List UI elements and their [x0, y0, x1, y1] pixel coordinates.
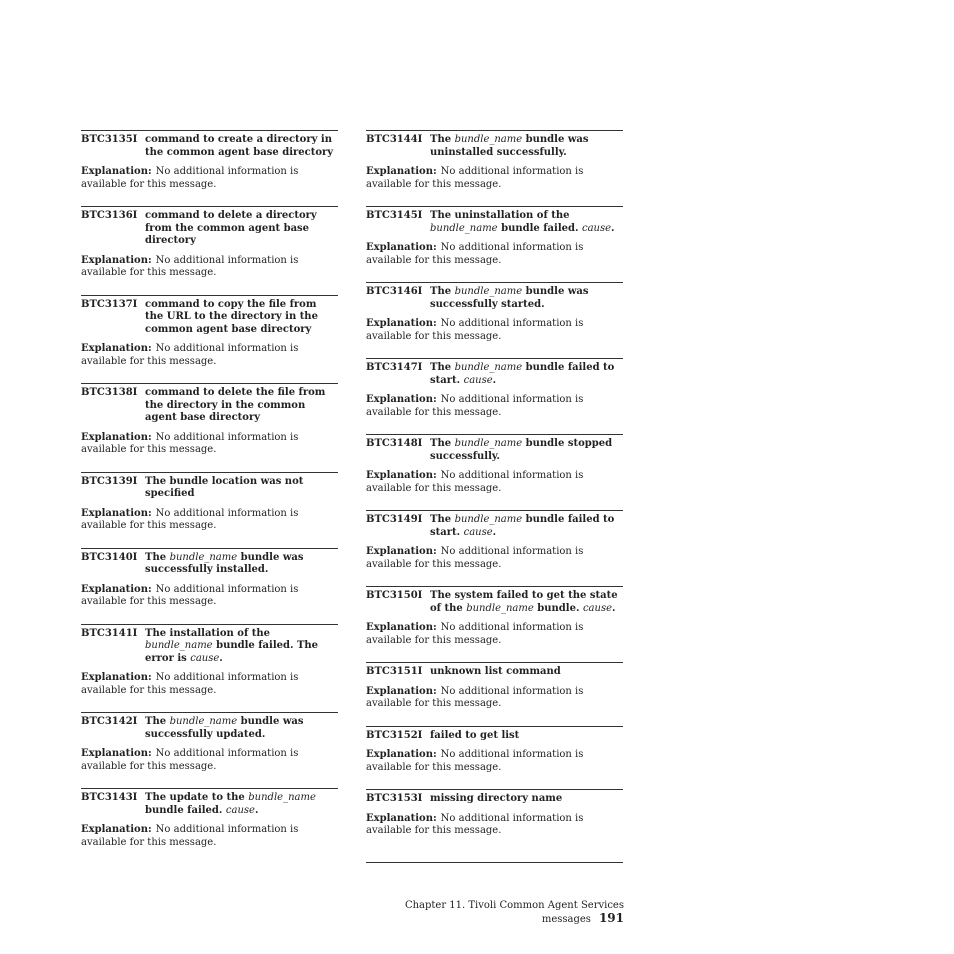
message-text: command to copy the file from the URL to the directory in the common agent base directory: [145, 298, 318, 335]
explanation-label: Explanation:: [81, 507, 152, 519]
message-explanation: [366, 394, 623, 419]
message-variable: bundle_name: [454, 286, 523, 297]
message-text: .: [612, 602, 616, 614]
message-explanation: [366, 686, 623, 711]
column-end-rule: [366, 862, 623, 863]
message-text: unknown list command: [430, 666, 561, 677]
explanation-text: No additional information is available for this message.: [366, 318, 584, 342]
explanation-text: No additional information is available for this message.: [81, 748, 299, 772]
message-text: .: [492, 374, 497, 386]
message-text: The installation of the: [145, 627, 270, 639]
message-header: [366, 730, 623, 743]
message-text: The: [430, 134, 455, 145]
explanation-label: Explanation:: [366, 166, 437, 177]
message-text: The: [145, 551, 170, 563]
message-header: [366, 362, 623, 387]
message-explanation: [81, 824, 338, 849]
message-text: bundle.: [533, 602, 583, 614]
message-entry: [81, 548, 338, 609]
message-text: .: [219, 652, 223, 664]
message-header: [366, 514, 623, 539]
message-title: [145, 716, 338, 741]
message-variable: cause: [190, 652, 220, 664]
message-entry: [81, 130, 338, 191]
page-footer: [376, 900, 624, 925]
message-id: BTC3151I: [366, 666, 423, 677]
message-variable: bundle_name: [454, 514, 523, 525]
message-entry: [81, 472, 338, 533]
message-explanation: [81, 166, 338, 191]
message-text: The: [145, 716, 170, 727]
explanation-text: No additional information is available for this message.: [81, 507, 299, 531]
message-text: bundle stopped successfully.: [430, 438, 613, 462]
message-text: .: [492, 526, 497, 538]
message-text: bundle was uninstalled successfully.: [430, 134, 589, 158]
explanation-label: Explanation:: [366, 546, 437, 557]
message-text: command to delete the file from the directory in the common agent base directory: [145, 387, 326, 423]
message-text: bundle was successfully updated.: [145, 716, 304, 740]
message-title: [145, 387, 338, 425]
message-explanation: [81, 672, 338, 697]
message-header: [81, 387, 338, 425]
message-variable: bundle_name: [454, 362, 523, 373]
message-text: bundle was successfully started.: [430, 286, 589, 310]
message-text: bundle failed to start.: [430, 362, 615, 386]
message-explanation: [366, 546, 623, 571]
message-header: [366, 438, 623, 463]
message-text: The uninstallation of the: [430, 210, 570, 221]
message-header: [366, 210, 623, 235]
message-text: The system failed to get the state of the: [430, 590, 618, 614]
message-id: BTC3153I: [366, 793, 423, 804]
message-text: .: [611, 222, 615, 234]
message-title: [145, 552, 338, 577]
message-explanation: [366, 813, 623, 838]
message-id: BTC3144I: [366, 134, 423, 145]
message-header: [81, 134, 338, 159]
explanation-text: No additional information is available for this message.: [366, 685, 584, 709]
message-entry: [81, 206, 338, 280]
message-entry: [366, 726, 623, 775]
message-title: [430, 134, 623, 159]
message-variable: cause: [581, 222, 612, 234]
message-variable: bundle_name: [466, 602, 534, 614]
message-entry: [366, 789, 623, 838]
message-id: BTC3140I: [81, 551, 138, 563]
message-entry: [81, 712, 338, 773]
message-explanation: [81, 508, 338, 533]
message-text: bundle failed.: [145, 804, 226, 816]
message-entry: [366, 586, 623, 647]
message-header: [366, 590, 623, 615]
explanation-label: Explanation:: [81, 824, 152, 835]
explanation-label: Explanation:: [81, 254, 152, 266]
message-variable: bundle_name: [248, 792, 316, 803]
explanation-text: No additional information is available for this message.: [366, 242, 584, 266]
message-entry: [81, 295, 338, 369]
message-variable: bundle_name: [145, 640, 213, 651]
message-title: [145, 792, 338, 817]
message-title: [145, 628, 338, 666]
explanation-text: No additional information is available for this message.: [81, 343, 299, 367]
message-entry: [81, 788, 338, 849]
explanation-label: Explanation:: [81, 343, 152, 354]
message-header: [81, 792, 338, 817]
message-variable: bundle_name: [454, 134, 523, 145]
message-explanation: [81, 343, 338, 368]
explanation-label: Explanation:: [366, 242, 437, 253]
message-id: BTC3147I: [366, 362, 423, 373]
message-entry: [81, 624, 338, 698]
message-entry: [366, 510, 623, 571]
message-explanation: [366, 318, 623, 343]
message-id: BTC3136I: [81, 210, 138, 221]
message-variable: bundle_name: [169, 716, 238, 727]
message-title: [430, 438, 623, 463]
explanation-label: Explanation:: [81, 583, 152, 595]
message-explanation: [366, 470, 623, 495]
explanation-label: Explanation:: [81, 672, 152, 683]
message-text: bundle failed. The error is: [145, 640, 319, 664]
message-title: [145, 299, 338, 337]
message-id: BTC3138I: [81, 387, 138, 398]
message-title: [145, 134, 338, 159]
message-header: [81, 552, 338, 577]
explanation-label: Explanation:: [81, 166, 152, 177]
message-id: BTC3152I: [366, 729, 423, 741]
message-title: [430, 666, 623, 679]
explanation-text: No additional information is available for this message.: [81, 254, 299, 278]
message-title: [145, 476, 338, 501]
message-header: [81, 210, 338, 248]
message-entry: [81, 383, 338, 457]
message-variable: cause: [463, 374, 493, 386]
message-title: [430, 514, 623, 539]
message-id: BTC3145I: [366, 210, 423, 221]
explanation-label: Explanation:: [366, 318, 437, 329]
message-header: [81, 628, 338, 666]
explanation-text: No additional information is available for this message.: [366, 546, 584, 570]
message-variable: cause: [225, 804, 255, 816]
message-id: BTC3141I: [81, 627, 138, 639]
explanation-text: No additional information is available for this message.: [366, 394, 584, 418]
message-id: BTC3142I: [81, 716, 138, 727]
message-id: BTC3137I: [81, 298, 138, 310]
explanation-text: No additional information is available for this message.: [81, 166, 299, 190]
explanation-label: Explanation:: [366, 812, 437, 824]
message-explanation: [366, 166, 623, 191]
right-column: [366, 130, 623, 853]
explanation-text: No additional information is available for this message.: [81, 583, 299, 607]
message-id: BTC3150I: [366, 590, 423, 601]
explanation-label: Explanation:: [366, 470, 437, 481]
message-id: BTC3146I: [366, 286, 423, 297]
message-header: [366, 286, 623, 311]
message-entry: [366, 662, 623, 711]
message-explanation: [81, 748, 338, 773]
explanation-text: No additional information is available for this message.: [366, 622, 584, 646]
message-entry: [366, 282, 623, 343]
explanation-text: No additional information is available for this message.: [81, 431, 299, 455]
message-header: [366, 793, 623, 806]
message-explanation: [366, 749, 623, 774]
message-title: [430, 793, 623, 806]
explanation-label: Explanation:: [366, 394, 437, 405]
explanation-text: No additional information is available for this message.: [81, 824, 299, 848]
explanation-text: No additional information is available for this message.: [366, 166, 584, 190]
explanation-text: No additional information is available for this message.: [366, 470, 584, 494]
message-header: [81, 716, 338, 741]
message-explanation: [81, 255, 338, 280]
message-variable: bundle_name: [454, 438, 523, 449]
explanation-label: Explanation:: [81, 431, 152, 443]
message-title: [430, 362, 623, 387]
message-text: The: [430, 514, 455, 525]
explanation-label: Explanation:: [366, 622, 437, 633]
message-header: [81, 476, 338, 501]
explanation-label: Explanation:: [366, 749, 437, 760]
message-entry: [366, 130, 623, 191]
message-variable: cause: [463, 526, 493, 538]
message-variable: cause: [582, 602, 612, 614]
message-text: The: [430, 362, 455, 373]
message-text: The: [430, 286, 455, 297]
explanation-label: Explanation:: [366, 685, 437, 697]
message-header: [366, 666, 623, 679]
message-explanation: [366, 622, 623, 647]
explanation-text: No additional information is available for this message.: [366, 812, 584, 836]
message-title: [430, 210, 623, 235]
message-text: bundle was successfully installed.: [145, 551, 304, 575]
message-id: BTC3148I: [366, 438, 423, 449]
message-title: [430, 590, 623, 615]
message-text: missing directory name: [430, 793, 563, 804]
message-explanation: [81, 432, 338, 457]
message-title: [145, 210, 338, 248]
message-variable: bundle_name: [430, 222, 498, 234]
message-variable: bundle_name: [169, 551, 238, 563]
message-text: The: [430, 438, 455, 449]
message-entry: [366, 358, 623, 419]
message-id: BTC3135I: [81, 134, 138, 145]
message-text: command to delete a directory from the common agent base directory: [145, 210, 317, 246]
message-text: The update to the: [145, 792, 249, 803]
message-entry: [366, 434, 623, 495]
footer-chapter: Chapter 11. Tivoli Common Agent Services messages: [404, 900, 624, 925]
message-header: [366, 134, 623, 159]
message-id: BTC3149I: [366, 514, 423, 525]
left-column: [81, 130, 338, 864]
message-title: [430, 286, 623, 311]
message-entry: [366, 206, 623, 267]
message-text: bundle failed.: [497, 222, 582, 234]
message-explanation: [366, 242, 623, 267]
message-text: .: [254, 804, 259, 816]
page-number: 191: [598, 911, 624, 925]
message-text: command to create a directory in the common agent base directory: [145, 134, 334, 158]
message-text: bundle failed to start.: [430, 514, 615, 538]
message-explanation: [81, 584, 338, 609]
explanation-text: No additional information is available for this message.: [366, 749, 584, 773]
explanation-label: Explanation:: [81, 748, 152, 759]
message-id: BTC3143I: [81, 792, 138, 803]
message-text: failed to get list: [430, 729, 520, 741]
message-text: The bundle location was not specified: [145, 475, 304, 499]
message-id: BTC3139I: [81, 475, 138, 487]
message-title: [430, 730, 623, 743]
message-header: [81, 299, 338, 337]
explanation-text: No additional information is available for this message.: [81, 672, 299, 696]
